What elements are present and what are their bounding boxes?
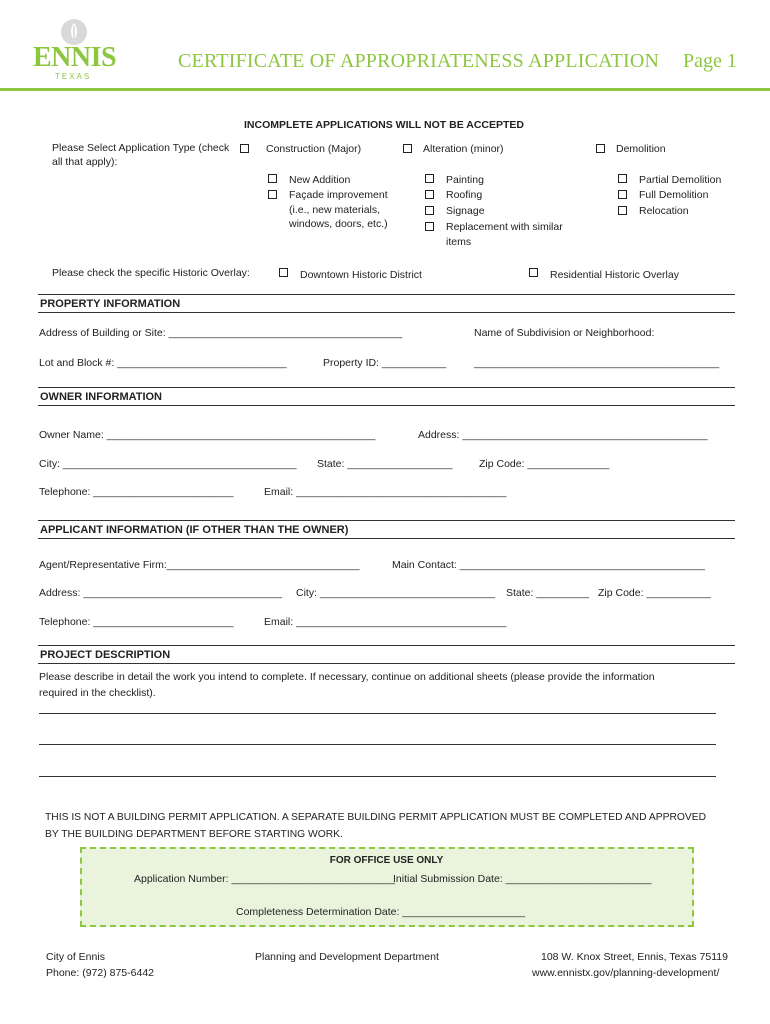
new-addition-label: New Addition [289,174,351,186]
subdivision-field[interactable]: __________________________________________ [474,357,720,369]
property-section-heading: PROPERTY INFORMATION [38,294,735,313]
demolition-checkbox[interactable] [596,144,605,153]
painting-checkbox[interactable] [425,174,434,183]
downtown-checkbox[interactable] [279,268,288,277]
property-id-field[interactable]: Property ID: ___________ [323,357,447,369]
applicant-address-field[interactable]: Address: __________________________________ [39,587,282,599]
applicant-state-field[interactable]: State: _________ [506,587,589,599]
signage-checkbox[interactable] [425,206,434,215]
owner-telephone-field[interactable]: Telephone: ________________________ [39,486,234,498]
facade-label-2: (i.e., new materials, [289,204,381,216]
project-instructions-2: required in the checklist). [39,687,156,699]
applicant-email-field[interactable]: Email: ____________________________________ [264,616,507,628]
address-field[interactable]: Address of Building or Site: ________________________________________ [39,327,403,339]
completeness-date-field[interactable]: Completeness Determination Date: _____________________ [236,906,525,918]
project-section-heading: PROJECT DESCRIPTION [38,645,735,664]
roofing-label: Roofing [446,189,483,201]
demolition-label: Demolition [616,143,666,155]
overlay-label: Please check the specific Historic Overlay: [52,267,250,279]
project-instructions: Please describe in detail the work you intend to complete. If necessary, continue on additional sheets (please provide the information [39,671,655,683]
replacement-label-2: items [446,236,472,248]
alteration-label: Alteration (minor) [423,143,504,155]
construction-label: Construction (Major) [266,143,362,155]
relocation-label: Relocation [639,205,689,217]
alteration-checkbox[interactable] [403,144,412,153]
lot-block-field[interactable]: Lot and Block #: _____________________________ [39,357,287,369]
permit-notice-2: BY THE BUILDING DEPARTMENT BEFORE STARTING WORK. [45,829,343,840]
residential-checkbox[interactable] [529,268,538,277]
facade-label-3: windows, doors, etc.) [289,218,388,230]
description-line-2[interactable] [39,744,716,745]
new-addition-checkbox[interactable] [268,174,277,183]
footer-department: Planning and Development Department [255,951,439,963]
main-contact-field[interactable]: Main Contact: __________________________________________ [392,559,705,571]
logo-wordmark: ENNIS [33,42,117,73]
owner-zip-field[interactable]: Zip Code: ______________ [479,458,610,470]
facade-checkbox[interactable] [268,190,277,199]
footer-city: City of Ennis [46,951,105,963]
description-line-3[interactable] [39,776,716,777]
full-demolition-checkbox[interactable] [618,190,627,199]
owner-address-field[interactable]: Address: __________________________________________ [418,429,708,441]
application-number-field[interactable]: Application Number: ____________________________ [134,873,395,885]
incomplete-notice: INCOMPLETE APPLICATIONS WILL NOT BE ACCEPTED [244,119,525,131]
applicant-zip-field[interactable]: Zip Code: ___________ [598,587,711,599]
residential-label: Residential Historic Overlay [550,269,679,281]
page-number: Page 1 [683,50,737,72]
painting-label: Painting [446,174,484,186]
owner-name-field[interactable]: Owner Name: ______________________________________________ [39,429,376,441]
full-demolition-label: Full Demolition [639,189,709,201]
application-type-label-2: all that apply): [52,156,118,168]
footer-street: 108 W. Knox Street, Ennis, Texas 75119 [541,951,728,963]
owner-city-field[interactable]: City: ________________________________________ [39,458,297,470]
partial-demolition-checkbox[interactable] [618,174,627,183]
owner-state-field[interactable]: State: __________________ [317,458,453,470]
roofing-checkbox[interactable] [425,190,434,199]
page-title: CERTIFICATE OF APPROPRIATENESS APPLICATION [178,50,660,72]
footer-website[interactable]: www.ennistx.gov/planning-development/ [532,967,720,979]
subdivision-label: Name of Subdivision or Neighborhood: [474,327,655,339]
replacement-label: Replacement with similar [446,221,563,233]
logo-subtext: TEXAS [55,72,92,81]
owner-section-heading: OWNER INFORMATION [38,387,735,406]
agent-firm-field[interactable]: Agent/Representative Firm:_________________________________ [39,559,360,571]
signage-label: Signage [446,205,485,217]
office-use-heading: FOR OFFICE USE ONLY [329,855,444,866]
description-line-1[interactable] [39,713,716,714]
footer-phone: Phone: (972) 875-6442 [46,967,154,979]
application-type-label: Please Select Application Type (check [52,142,230,154]
facade-label: Façade improvement [289,189,388,201]
permit-notice: THIS IS NOT A BUILDING PERMIT APPLICATION. A SEPARATE BUILDING PERMIT APPLICATION MUST BE COMPLETED AND APPROVED [45,812,707,823]
applicant-section-heading: APPLICANT INFORMATION (IF OTHER THAN THE OWNER) [38,520,735,539]
replacement-checkbox[interactable] [425,222,434,231]
applicant-city-field[interactable]: City: ______________________________ [296,587,496,599]
relocation-checkbox[interactable] [618,206,627,215]
office-use-box [80,847,694,927]
owner-email-field[interactable]: Email: ____________________________________ [264,486,507,498]
header-divider [0,88,770,91]
downtown-label: Downtown Historic District [300,269,422,281]
construction-checkbox[interactable] [240,144,249,153]
partial-demolition-label: Partial Demolition [639,174,722,186]
applicant-telephone-field[interactable]: Telephone: ________________________ [39,616,234,628]
initial-submission-field[interactable]: Initial Submission Date: _________________________ [393,873,652,885]
